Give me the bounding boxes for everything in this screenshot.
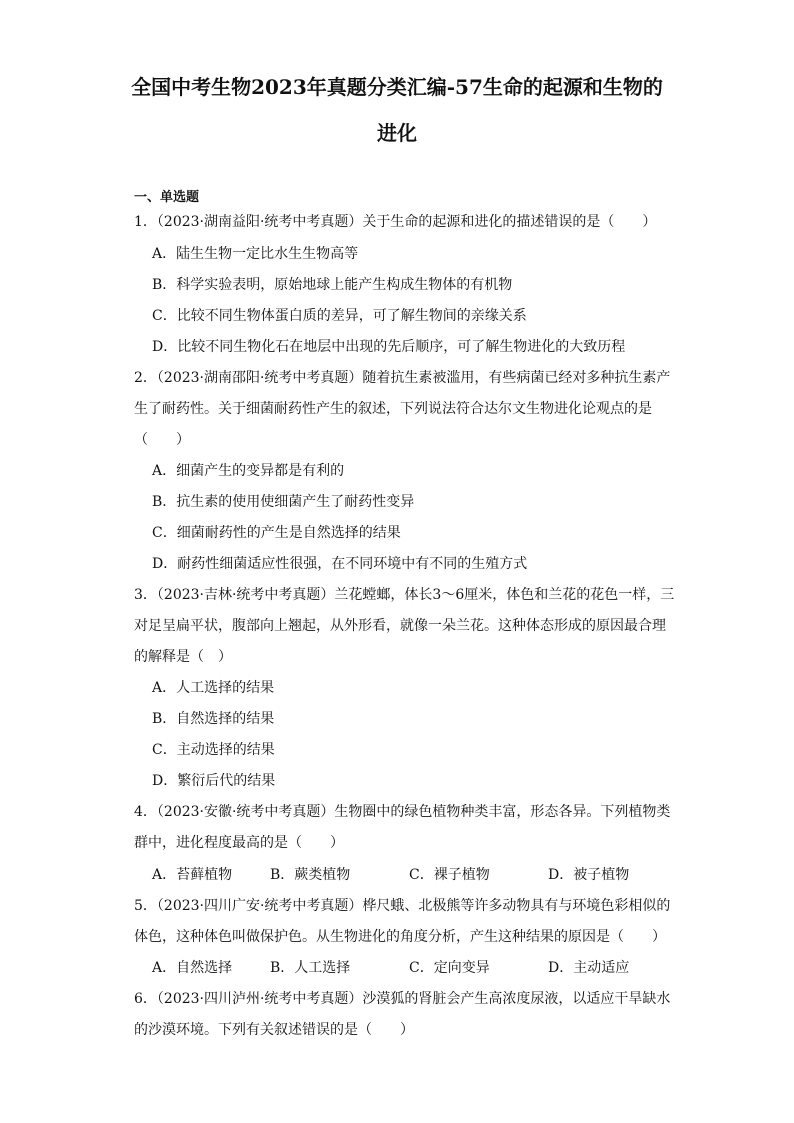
question-6-stem-line-2: 的沙漠环境。下列有关叙述错误的是（ ） (134, 1022, 414, 1038)
question-4-stem-line-2: 群中，进化程度最高的是（ ） (134, 835, 344, 851)
question-3-option-b: B．自然选择的结果 (152, 711, 275, 727)
question-3-option-a: A．人工选择的结果 (152, 680, 275, 696)
question-5-option-c: C．定向变异 (409, 960, 490, 976)
question-2-option-d: D．耐药性细菌适应性很强，在不同环境中有不同的生殖方式 (152, 556, 528, 572)
question-2-option-c: C．细菌耐药性的产生是自然选择的结果 (152, 525, 401, 541)
title-line-1: 全国中考生物2023年真题分类汇编-57生命的起源和生物的 (131, 75, 663, 99)
question-5-stem-line-1: 5．（2023·四川广安·统考中考真题）桦尺蛾、北极熊等许多动物具有与环境色彩相似的 (134, 898, 671, 914)
question-4-option-b: B．蕨类植物 (270, 867, 351, 883)
question-1-option-a: A．陆生生物一定比水生生物高等 (152, 246, 359, 262)
question-1-option-b: B．科学实验表明，原始地球上能产生构成生物体的有机物 (152, 277, 513, 293)
question-5-option-d: D．主动适应 (548, 960, 630, 976)
question-2-stem-line-2: 生了耐药性。关于细菌耐药性产生的叙述，下列说法符合达尔文生物进化论观点的是 (134, 401, 652, 417)
question-2-stem-line-1: 2．（2023·湖南邵阳·统考中考真题）随着抗生素被滥用，有些病菌已经对多种抗生素产 (134, 370, 671, 386)
question-1-option-c: C．比较不同生物体蛋白质的差异，可了解生物间的亲缘关系 (152, 308, 527, 324)
question-1-option-d: D．比较不同生物化石在地层中出现的先后顺序，可了解生物进化的大致历程 (152, 339, 626, 355)
question-3-stem-line-2: 对足呈扁平状，腹部向上翘起，从外形看，就像一朵兰花。这种体态形成的原因最合理 (134, 618, 666, 634)
question-2-option-b: B．抗生素的使用使细菌产生了耐药性变异 (152, 494, 415, 510)
question-3-option-c: C．主动选择的结果 (152, 742, 275, 758)
question-4-option-c: C．裸子植物 (409, 867, 490, 883)
question-6-stem-line-1: 6．（2023·四川泸州·统考中考真题）沙漠狐的肾脏会产生高浓度尿液，以适应干旱缺水 (134, 991, 671, 1007)
question-4-option-d: D．被子植物 (548, 867, 630, 883)
question-1-stem: 1．（2023·湖南益阳·统考中考真题）关于生命的起源和进化的描述错误的是（ ） (134, 214, 657, 230)
question-4-option-a: A．苔藓植物 (152, 867, 233, 883)
question-2-option-a: A．细菌产生的变异都是有利的 (152, 463, 345, 479)
question-5-option-b: B．人工选择 (270, 960, 351, 976)
section-heading: 一、单选题 (134, 190, 200, 205)
question-3-stem-line-1: 3．（2023·吉林·统考中考真题）兰花螳螂，体长3～6厘米，体色和兰花的花色一样，三 (134, 587, 675, 603)
question-2-stem-line-3: （ ） (134, 432, 190, 448)
document-title (120, 64, 674, 156)
title-line-2: 进化 (377, 121, 417, 145)
question-5-stem-line-2: 体色，这种体色叫做保护色。从生物进化的角度分析，产生这种结果的原因是（ ） (134, 929, 666, 945)
question-5-option-a: A．自然选择 (152, 960, 233, 976)
question-3-option-d: D．繁衍后代的结果 (152, 773, 276, 789)
question-4-stem-line-1: 4．（2023·安徽·统考中考真题）生物圈中的绿色植物种类丰富，形态各异。下列植物类 (134, 804, 671, 820)
question-3-stem-line-3: 的解释是（ ） (134, 649, 232, 665)
